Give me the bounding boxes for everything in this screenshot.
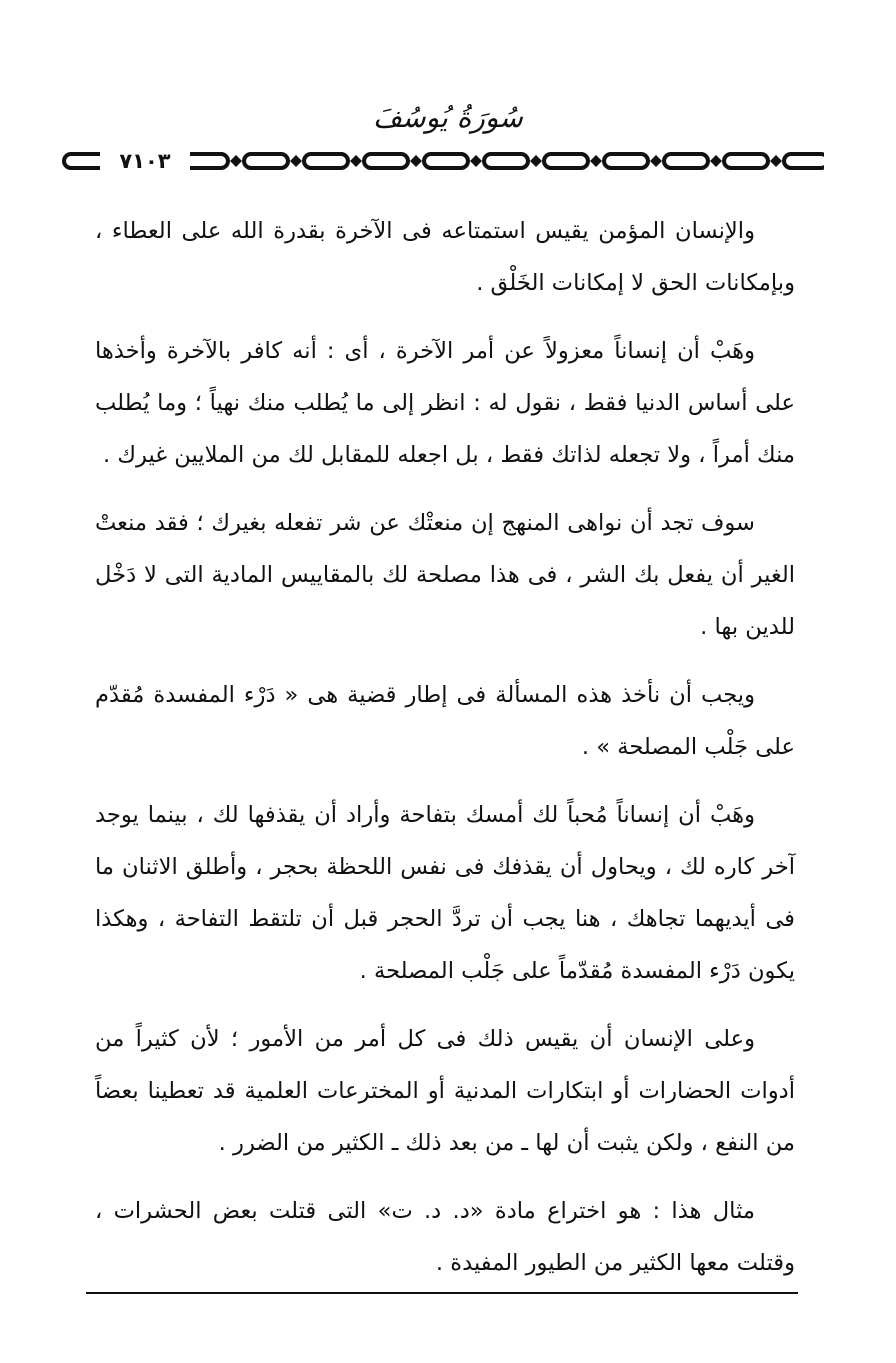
chain-diamond xyxy=(470,155,482,167)
chain-link xyxy=(364,154,408,168)
paragraph-5: وهَبْ أن إنساناً مُحباً لك أمسك بتفاحة وأراد أن يقذفها لك ، بينما يوجد آخر كاره لك ، ويحاول أن يقذفك فى نفس اللحظة بحجر ، وأطلق الاثنان ما فى أيديهما تجاهك ، هنا يجب أن تردَّ الحجر قبل أن تلتقط التفاحة ، وهكذا يكون دَرْء المفسدة مُقدّماً على جَلْب المصلحة . xyxy=(95,802,795,984)
chain-diamond xyxy=(410,155,422,167)
chain-diamond xyxy=(530,155,542,167)
paragraph-7: مثال هذا : هو اختراع مادة «د. د. ت» التى قتلت بعض الحشرات ، وقتلت معها الكثير من الطيور المفيدة . xyxy=(95,1198,795,1276)
chain-link xyxy=(244,154,288,168)
paragraph-1: والإنسان المؤمن يقيس استمتاعه فى الآخرة بقدرة الله على العطاء ، وبإمكانات الحق لا إمكانات الخَلْق . xyxy=(95,218,795,296)
chain-diamond xyxy=(290,155,302,167)
chain-link xyxy=(664,154,708,168)
chain-link xyxy=(184,154,228,168)
paragraph-3: سوف تجد أن نواهى المنهج إن منعتْك عن شر تفعله بغيرك ؛ فقد منعتْ الغير أن يفعل بك الشر ، فى هذا مصلحة لك بالمقاييس المادية التى لا دَخْل للدين بها . xyxy=(95,510,795,640)
page-number: ٧١٠٣ xyxy=(100,146,190,176)
footer-rule xyxy=(86,1292,798,1294)
chain-diamond xyxy=(770,155,782,167)
chain-link xyxy=(424,154,468,168)
chain-diamond xyxy=(230,155,242,167)
page-body xyxy=(95,205,795,1305)
paragraph-4: ويجب أن نأخذ هذه المسألة فى إطار قضية هى « دَرْء المفسدة مُقدّم على جَلْب المصلحة » . xyxy=(95,682,795,760)
paragraph-2: وهَبْ أن إنساناً معزولاً عن أمر الآخرة ، أى : أنه كافر بالآخرة وأخذها على أساس الدنيا فقط ، نقول له : انظر إلى ما يُطلب منك نهياً ؛ وما يُطلب منك أمراً ، ولا تجعله لذاتك فقط ، بل اجعله للمقابل لك من الملايين غيرك . xyxy=(95,338,795,468)
chain-link xyxy=(544,154,588,168)
chain-link xyxy=(304,154,348,168)
chain-link xyxy=(724,154,768,168)
chain-diamond xyxy=(710,155,722,167)
chain-link xyxy=(784,154,824,168)
surah-title: سُورَةُ يُوسُفَ xyxy=(373,101,523,134)
chain-diamond xyxy=(350,155,362,167)
chain-link xyxy=(604,154,648,168)
chain-diamond xyxy=(650,155,662,167)
chain-link xyxy=(484,154,528,168)
paragraph-6: وعلى الإنسان أن يقيس ذلك فى كل أمر من الأمور ؛ لأن كثيراً من أدوات الحضارات أو ابتكارات المدنية أو المخترعات العلمية قد تعطينا بعضاً من النفع ، ولكن يثبت أن لها ـ من بعد ذلك ـ الكثير من الضرر . xyxy=(95,1026,795,1156)
chain-diamond xyxy=(590,155,602,167)
